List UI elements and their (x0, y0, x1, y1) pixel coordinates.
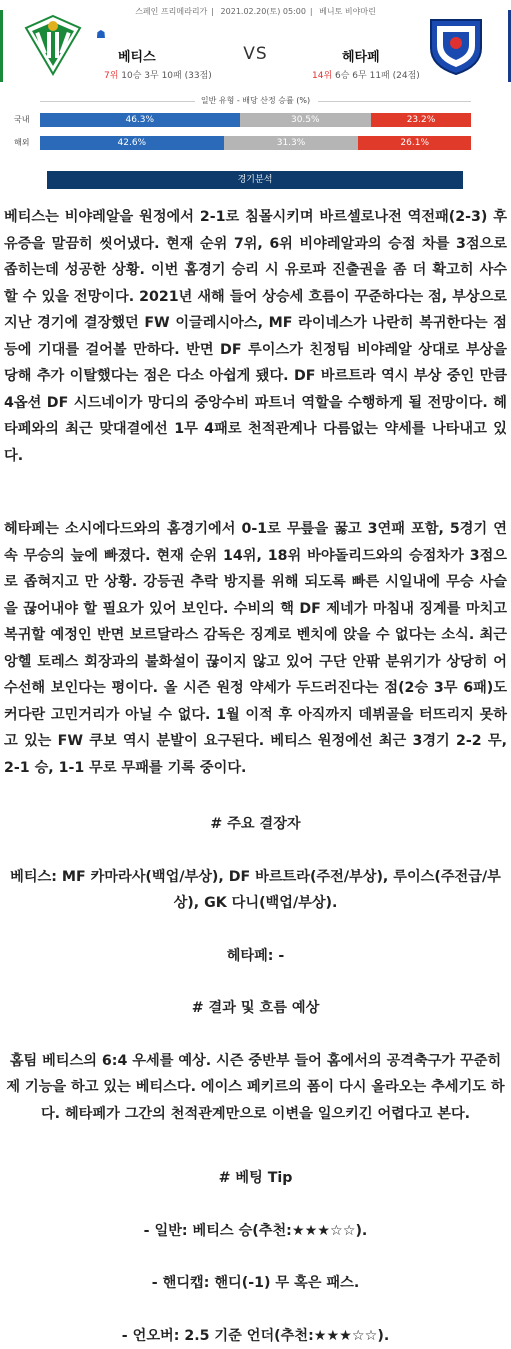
away-record-text: 6승 6무 11패 (24점) (335, 71, 420, 81)
probability-label-domestic: 국내 (14, 114, 29, 125)
tip-handicap: - 핸디캡: 핸디(-1) 무 혹은 패스. (4, 1270, 507, 1297)
versus-label: VS (0, 44, 511, 64)
draw-segment: 31.3% (224, 136, 359, 150)
away-win-segment: 26.1% (358, 136, 470, 150)
match-venue: 베니토 비야마린 (319, 7, 376, 16)
tip-general: - 일반: 베티스 승(추천:★★★☆☆). (4, 1218, 507, 1245)
home-rank: 7위 (104, 71, 118, 81)
absent-away: 헤타페: - (4, 943, 507, 970)
section-header-analysis: 경기분석 (47, 171, 463, 189)
home-record (104, 68, 212, 81)
home-record-text: 10승 3무 10패 (33점) (121, 71, 211, 81)
probability-row-domestic (40, 113, 471, 127)
probability-label-overseas: 해외 (14, 137, 29, 148)
probability-row-overseas (40, 136, 471, 150)
probability-title: 일반 유형 - 배당 산정 승률 (%) (0, 95, 511, 106)
forecast-heading: # 결과 및 흐름 예상 (4, 995, 507, 1022)
home-team-icon: ☗ (96, 30, 106, 40)
draw-segment: 30.5% (240, 113, 371, 127)
probability-divider-right (318, 101, 471, 102)
absent-home: 베티스: MF 카마라사(백업/부상), DF 바르트라(주전/부상), 루이스(주전급/부상), GK 다니(백업/부상). (4, 864, 507, 917)
match-meta: 스페인 프리메라리가 | 2021.02.20(토) 05:00 | 베니토 비야마린 (0, 6, 511, 17)
away-record (312, 68, 420, 81)
tip-overunder: - 언오버: 2.5 기준 언더(추천:★★★☆☆). (4, 1323, 507, 1349)
forecast-paragraph: 홈팀 베티스의 6:4 우세를 예상. 시즌 중반부 들어 홈에서의 공격축구가 꾸준히 제 기능을 하고 있는 베티스다. 에이스 페키르의 폼이 다시 올라오는 추세기도 하다. 헤타페가 그간의 천적관계만으로 이변을 일으키긴 어렵다고 본다. (4, 1048, 507, 1128)
league-name: 스페인 프리메라리가 (135, 7, 207, 16)
home-win-segment: 42.6% (40, 136, 224, 150)
match-datetime: 2021.02.20(토) 05:00 (221, 7, 306, 16)
away-rank: 14위 (312, 71, 332, 81)
away-team-name: 헤타페 (342, 46, 380, 65)
getafe-crest-icon (425, 14, 487, 76)
tip-heading: # 베팅 Tip (4, 1165, 507, 1192)
away-analysis-paragraph: 헤타페는 소시에다드와의 홈경기에서 0-1로 무릎을 꿇고 3연패 포함, 5경기 연속 무승의 늪에 빠졌다. 현재 순위 14위, 18위 바야돌리드와의 승점차가 3점으로 좁혀지고 만 상황. 강등권 추락 방지를 위해 되도록 빠른 시일내에 무승 사슬을 끊어내야 할 필요가 있어 보인다. 수비의 핵 DF 제네가 마침내 징계를 마치고 복귀할 예정인 반면 보르달라스 감독은 징계로 벤치에 앉을 수 없다는 소식. 최근 앙헬 토레스 회장과의 불화설이 끊이지 않고 있어 구단 안팎 분위기가 상당히 어수선해 보인다는 평이다. 올 시즌 원정 약세가 두드러진다는 점(2승 3무 6패)도 커다란 고민거리가 아닐 수 없다. 1월 이적 후 아직까지 데뷔골을 터뜨리지 못하고 있는 FW 쿠보 역시 분발이 요구된다. 베티스 원정에선 최근 3경기 2-2 무, 2-1 승, 1-1 무로 무패를 기록 중이다. (4, 516, 507, 781)
home-team-name: 베티스 (118, 46, 156, 65)
home-win-segment: 46.3% (40, 113, 240, 127)
home-analysis-paragraph: 베티스는 비야레알을 원정에서 2-1로 침몰시키며 바르셀로나전 역전패(2-3) 후유증을 말끔히 씻어냈다. 현재 순위 7위, 6위 비야레알과의 승점 차를 3점으로 좁히는데 성공한 상황. 이번 홈경기 승리 시 유로파 진출권을 좀 더 확고히 사수할 수 있을 전망이다. 2021년 새해 들어 상승세 흐름이 꾸준하다는 점, 부상으로 지난 경기에 결장했던 FW 이글레시아스, MF 라이네스가 나란히 복귀한다는 점 등에 기대를 걸어볼 만하다. 반면 DF 루이스가 친정팀 비야레알 상대로 부상을 당해 추가 이탈했다는 점은 다소 아쉽게 됐다. DF 바르트라 역시 부상 중인 만큼 4옵션 DF 시드네이가 망디의 중앙수비 파트너 역할을 수행하게 될 전망이다. 헤타페와의 최근 맞대결에선 1무 4패로 천적관계나 다름없는 약세를 나타내고 있다. (4, 204, 507, 469)
absent-heading: # 주요 결장자 (4, 811, 507, 838)
away-win-segment: 23.2% (371, 113, 471, 127)
match-header (0, 0, 511, 90)
analysis-body (4, 204, 507, 1349)
probability-divider-left (40, 101, 195, 102)
